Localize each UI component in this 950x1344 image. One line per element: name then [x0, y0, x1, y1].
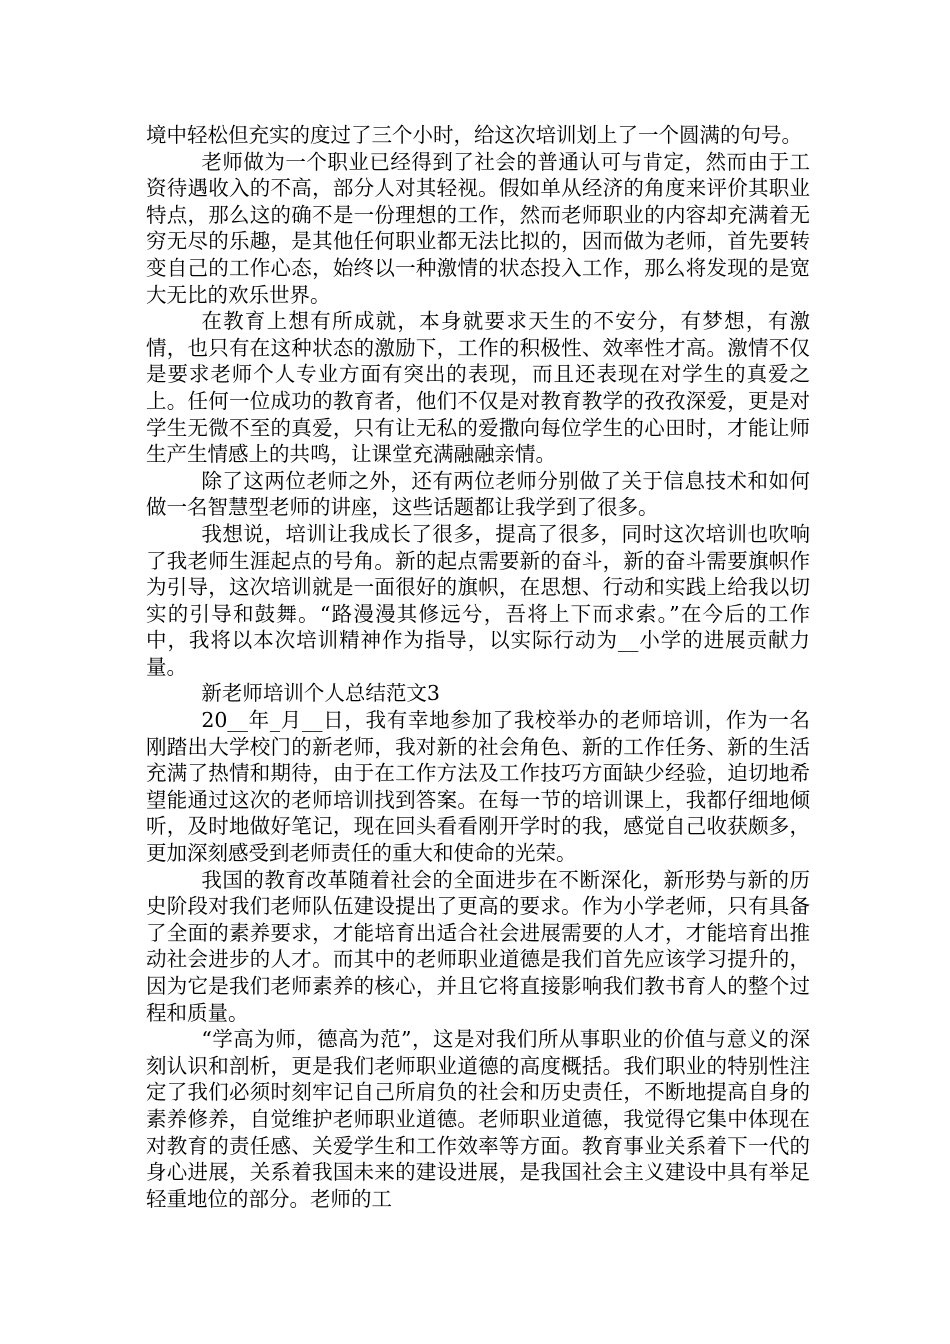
- document-body: [146, 122, 810, 1212]
- section-heading: 新老师培训个人总结范文3: [201, 681, 440, 706]
- paragraph: 在教育上想有所成就，本身就要求天生的不安分，有梦想，有激情，也只有在这种状态的激励下，工作的积极性、效率性才高。激情不仅是要求老师个人专业方面有突出的表现，而且还表现在对学生的真爱之上。任何一位成功的教育者，他们不仅是对教育教学的孜孜深爱，更是对学生无微不至的真爱，只有让无私的爱撒向每位学生的心田时，才能让师生产生情感上的共鸣，让课堂充满融融亲情。: [146, 309, 810, 467]
- paragraph: 我国的教育改革随着社会的全面进步在不断深化，新形势与新的历史阶段对我们老师队伍建设提出了更高的要求。作为小学老师，只有具备了全面的素养要求，才能培育出适合社会进展需要的人才，才能培育出推动社会进步的人才。而其中的老师职业道德是我们首先应该学习提升的，因为它是我们老师素养的核心，并且它将直接影响我们教书育人的整个过程和质量。: [146, 867, 810, 1025]
- paragraph: 20__年_月__日，我有幸地参加了我校举办的老师培训，作为一名刚踏出大学校门的新老师，我对新的社会角色、新的工作任务、新的生活充满了热情和期待，由于在工作方法及工作技巧方面缺少经验，迫切地希望能通过这次的老师培训找到答案。在每一节的培训课上，我都仔细地倾听，及时地做好笔记，现在回头看看刚开学时的我，感觉自己收获颇多，更加深刻感受到老师责任的重大和使命的光荣。: [146, 708, 810, 866]
- paragraph-continuation: 境中轻松但充实的度过了三个小时，给这次培训划上了一个圆满的句号。: [146, 123, 802, 147]
- paragraph: 除了这两位老师之外，还有两位老师分别做了关于信息技术和如何做一名智慧型老师的讲座，这些话题都让我学到了很多。: [146, 468, 810, 520]
- paragraph: 老师做为一个职业已经得到了社会的普通认可与肯定，然而由于工资待遇收入的不高，部分人对其轻视。假如单从经济的角度来评价其职业特点，那么这的确不是一份理想的工作，然而老师职业的内容却充满着无穷无尽的乐趣，是其他任何职业都无法比拟的，因而做为老师，首先要转变自己的工作心态，始终以一种激情的状态投入工作，那么将发现的是宽大无比的欢乐世界。: [146, 149, 810, 307]
- paragraph: “学高为师，德高为范”，这是对我们所从事职业的价值与意义的深刻认识和剖析，更是我们老师职业道德的高度概括。我们职业的特别性注定了我们必须时刻牢记自己所肩负的社会和历史责任，不断地提高自身的素养修养，自觉维护老师职业道德。老师职业道德，我觉得它集中体现在对教育的责任感、关爱学生和工作效率等方面。教育事业关系着下一代的身心进展，关系着我国未来的建设进展，是我国社会主义建设中具有举足轻重地位的部分。老师的工: [146, 1027, 810, 1211]
- paragraph: 我想说，培训让我成长了很多，提高了很多，同时这次培训也吹响了我老师生涯起点的号角。新的起点需要新的奋斗，新的奋斗需要旗帜作为引导，这次培训就是一面很好的旗帜，在思想、行动和实践上给我以切实的引导和鼓舞。“路漫漫其修远兮，吾将上下而求索。”在今后的工作中，我将以本次培训精神作为指导，以实际行动为__小学的进展贡献力量。: [146, 521, 810, 679]
